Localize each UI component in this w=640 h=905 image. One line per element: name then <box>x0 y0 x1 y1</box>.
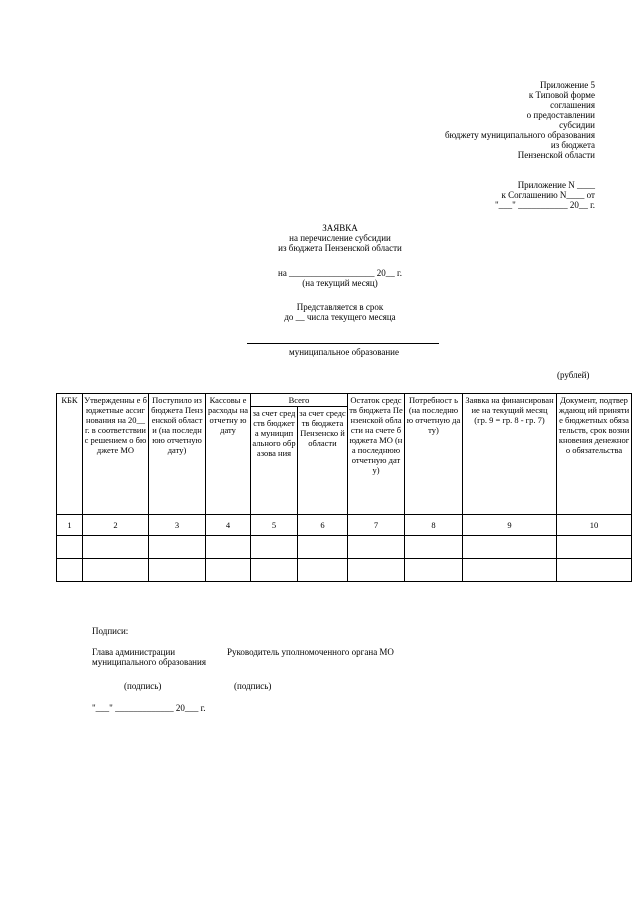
table-cell[interactable] <box>348 536 405 559</box>
header-request <box>463 394 557 515</box>
deadline-line: Представляется в срок <box>296 302 384 312</box>
table-cell[interactable] <box>206 536 251 559</box>
signature-date: "___" _____________ 20___ г. <box>92 703 206 713</box>
header-request-label: Заявка на финансирование на текущий месяц <box>465 395 554 415</box>
table-cell[interactable] <box>57 536 83 559</box>
table-cell[interactable] <box>57 559 83 582</box>
head-admin-title: муниципального образования <box>92 657 206 667</box>
table-cell[interactable] <box>149 536 206 559</box>
header-received: Поступило из бюджета Пензенской области (на последнюю отчетную дату) <box>149 394 206 515</box>
table-cell[interactable] <box>206 559 251 582</box>
appendix-line: Пензенской области <box>517 150 595 160</box>
document-title: ЗАЯВКА <box>322 223 358 233</box>
signature-label: (подпись) <box>234 681 272 691</box>
units-label: (рублей) <box>557 370 590 380</box>
table-row <box>57 536 632 559</box>
title-line: из бюджета Пензенской области <box>278 243 402 253</box>
title-block <box>20 223 640 253</box>
column-number: 8 <box>405 515 463 536</box>
table-cell[interactable] <box>557 559 632 582</box>
column-number: 10 <box>557 515 632 536</box>
signature-label: (подпись) <box>124 681 162 691</box>
header-remainder: Остаток средств бюджета Пензенской области на счете бюджета МО (на последнюю отчетную дату) <box>348 394 405 515</box>
signatures-heading: Подписи: <box>92 626 129 636</box>
header-request-formula: (гр. 9 = гр. 8 - гр. 7) <box>474 415 545 425</box>
deadline-block <box>20 302 640 322</box>
header-row <box>57 394 632 407</box>
mo-underline <box>247 343 439 344</box>
header-total-region: за счет средств бюджета Пензенско й области <box>298 407 348 515</box>
date-note: (на текущий месяц) <box>302 278 378 288</box>
column-number: 2 <box>83 515 149 536</box>
column-number: 3 <box>149 515 206 536</box>
column-number: 7 <box>348 515 405 536</box>
table-row <box>57 559 632 582</box>
column-number: 9 <box>463 515 557 536</box>
table-cell[interactable] <box>83 559 149 582</box>
appendix-line: к Типовой форме <box>528 90 595 100</box>
appendix-line: о предоставлении <box>526 110 595 120</box>
table-cell[interactable] <box>405 559 463 582</box>
request-table <box>56 393 632 582</box>
table-cell[interactable] <box>83 536 149 559</box>
column-number: 5 <box>251 515 298 536</box>
table-cell[interactable] <box>463 536 557 559</box>
table-cell[interactable] <box>298 559 348 582</box>
table-cell[interactable] <box>251 559 298 582</box>
column-number: 1 <box>57 515 83 536</box>
header-need: Потребност ь (на последнюю отчетную дату) <box>405 394 463 515</box>
appendix-line: Приложение 5 <box>539 80 595 90</box>
attachment-line: Приложение N ____ <box>517 180 595 190</box>
head-admin-block <box>92 647 206 667</box>
header-kbk: КБК <box>57 394 83 515</box>
head-admin-title: Глава администрации <box>92 647 176 657</box>
appendix-line: субсидии <box>559 120 595 130</box>
attachment-line: к Соглашению N____ от <box>501 190 595 200</box>
appendix-line: из бюджета <box>550 140 595 150</box>
deadline-line: до __ числа текущего месяца <box>284 312 396 322</box>
title-line: на перечисление субсидии <box>289 233 391 243</box>
table-cell[interactable] <box>251 536 298 559</box>
attachment-line: "___" ___________ 20__ г. <box>494 200 595 210</box>
date-block <box>20 268 640 288</box>
date-line: на ___________________ 20__ г. <box>278 268 402 278</box>
attachment-block <box>495 180 595 210</box>
table-cell[interactable] <box>149 559 206 582</box>
appendix-line: бюджету муниципального образования <box>444 130 595 140</box>
header-total-mo: за счет средств бюджета муницип ального образова ния <box>251 407 298 515</box>
header-approved: Утвержденны е бюджетные ассигнования на 20__ г. в соответствии с решением о бюджете МО <box>83 394 149 515</box>
column-number-row <box>57 515 632 536</box>
column-number: 4 <box>206 515 251 536</box>
table-cell[interactable] <box>298 536 348 559</box>
header-expenses: Кассовы е расходы на отчетну ю дату <box>206 394 251 515</box>
table-cell[interactable] <box>463 559 557 582</box>
head-org-title: Руководитель уполномоченного органа МО <box>227 647 394 657</box>
appendix-block <box>445 80 595 160</box>
table-cell[interactable] <box>405 536 463 559</box>
table-cell[interactable] <box>348 559 405 582</box>
table-cell[interactable] <box>557 536 632 559</box>
appendix-line: соглашения <box>550 100 595 110</box>
mo-caption: муниципальное образование <box>289 347 399 357</box>
header-total: Всего <box>251 394 348 407</box>
column-number: 6 <box>298 515 348 536</box>
header-document: Документ, подтверждающ ий принятие бюджетных обязательств, срок возникновения денежного обязательства <box>557 394 632 515</box>
